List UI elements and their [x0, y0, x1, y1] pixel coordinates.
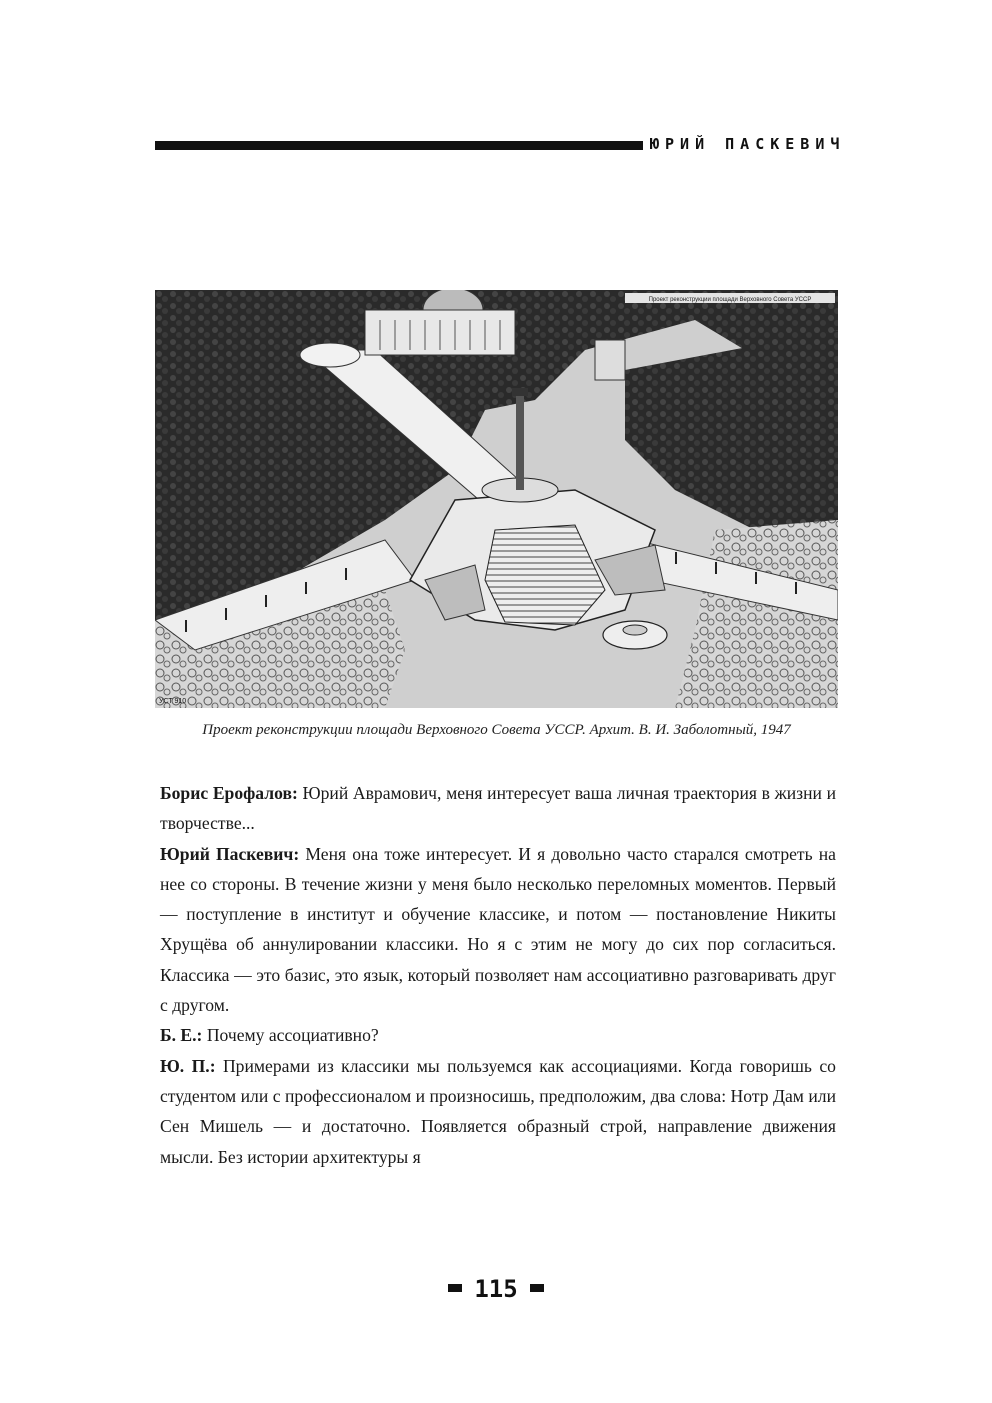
interview-text: [160, 778, 836, 1172]
round-plaza: [300, 343, 360, 367]
drawing-svg: [155, 290, 838, 708]
paragraph-text: Почему ассоциативно?: [202, 1025, 379, 1046]
paragraph: [160, 839, 836, 1021]
fountain-bowl: [623, 625, 647, 635]
paragraph-text: Юрий Аврамович, меня интересует ваша личная траектория в жизни и творчестве...: [160, 783, 837, 834]
side-building: [595, 340, 625, 380]
speaker-name: Борис Ерофалов:: [160, 783, 298, 803]
figure-caption: Проект реконструкции площади Верховного Совета УССР. Архит. В. И. Заболотный, 1947: [202, 722, 791, 738]
page-footer: [0, 1275, 992, 1303]
corner-mark: УСТ 910: [159, 698, 187, 705]
running-header-author: ЮРИЙ ПАСКЕВИЧ: [650, 135, 846, 153]
architectural-drawing: [155, 290, 838, 708]
paragraph: [160, 1051, 836, 1172]
footer-square-right: [530, 1284, 544, 1292]
monument-capital: [512, 388, 528, 396]
footer-square-left: [448, 1284, 462, 1292]
paragraph: [160, 1020, 836, 1050]
monument-column: [516, 395, 524, 490]
header-rule: [155, 141, 643, 150]
inset-label: Проект реконструкции площади Верховного Совета УССР: [648, 297, 812, 303]
paragraph-text: Примерами из классики мы пользуемся как ассоциациями. Когда говоришь со студентом или с профессионалом и произносишь, предположим, два слова: Нотр Дам или Сен Мишель — и достаточно. Появляется образный строй, направление движения мысли. Без истории архитектуры я: [160, 1055, 836, 1167]
speaker-name: Б. Е.:: [160, 1025, 203, 1046]
page-number: 115: [474, 1275, 518, 1303]
paragraph: [160, 778, 836, 839]
speaker-name: Ю. П.:: [160, 1055, 216, 1076]
speaker-name: Юрий Паскевич:: [160, 843, 300, 864]
paragraph-text: Меня она тоже интересует. И я довольно часто старался смотреть на нее со стороны. В течение жизни у меня было несколько переломных моментов. Первый — поступление в институт и обучение классике, и потом — постановление Никиты Хрущёва об аннулировании классики. Но я с этим не могу до сих пор согласиться. Классика — это базис, это язык, который позволяет нам ассоциативно разговаривать друг с другом.: [160, 843, 836, 1016]
